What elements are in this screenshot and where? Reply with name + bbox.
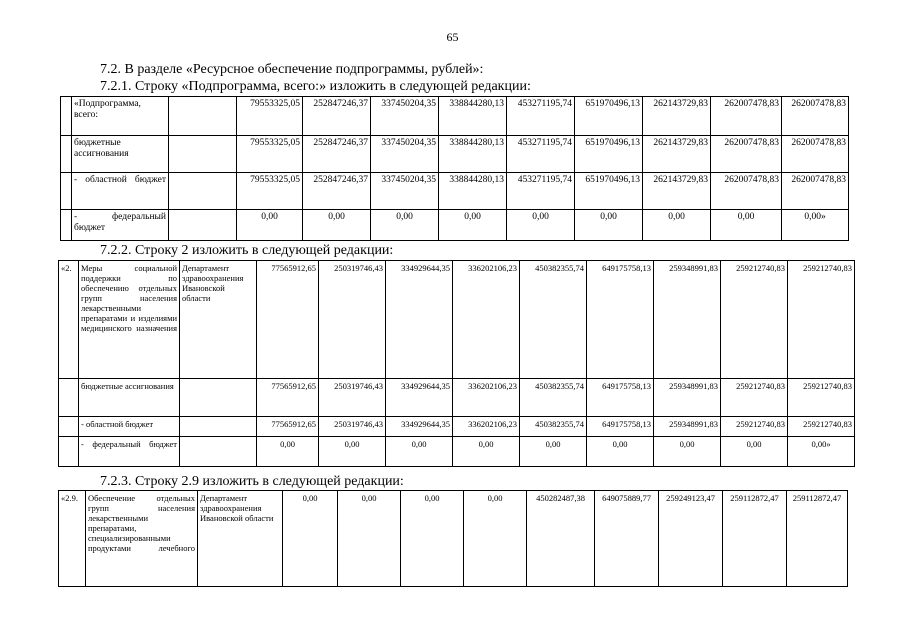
value-cell: 259212740,83	[721, 417, 788, 437]
heading-7-2-2: 7.2.2. Строку 2 изложить в следующей редакции:	[100, 243, 394, 258]
value-cell: 259249123,47	[659, 491, 723, 587]
value-cell: 0,00	[338, 491, 401, 587]
value-cell: 250319746,43	[319, 417, 386, 437]
row-2-table	[58, 260, 855, 467]
value-cell: 0,00	[283, 491, 338, 587]
measure-name: Обеспечение отдельных групп населения лекарственными препаратами, специализированными продуктами лечебного	[86, 491, 198, 587]
value-cell: 252847246,37	[303, 173, 371, 210]
value-cell: 262007478,83	[711, 136, 782, 173]
value-cell: 0,00	[711, 210, 782, 241]
heading-7-2-1: 7.2.1. Строку «Подпрограмма, всего:» изложить в следующей редакции:	[100, 79, 531, 94]
table-row	[59, 417, 855, 437]
value-cell: 649075889,77	[595, 491, 659, 587]
row-label: - областной бюджет	[79, 417, 180, 437]
value-cell: 259348991,83	[654, 379, 721, 417]
value-cell: 262143729,83	[643, 173, 711, 210]
row-number: «2.9.	[59, 491, 86, 587]
value-cell: 0,00	[439, 210, 507, 241]
value-cell: 262143729,83	[643, 136, 711, 173]
value-cell: 338844280,13	[439, 136, 507, 173]
value-cell: 259112872,47	[787, 491, 848, 587]
value-cell: 337450204,35	[371, 97, 439, 136]
table-row	[61, 97, 849, 136]
blank-cell	[59, 379, 79, 417]
value-cell: 262007478,83	[711, 97, 782, 136]
row-label: «Подпрограмма, всего:	[72, 97, 169, 136]
value-cell: 450382355,74	[520, 417, 587, 437]
blank-cell	[180, 417, 257, 437]
blank-cell	[61, 173, 72, 210]
value-cell: 0,00	[654, 437, 721, 467]
value-cell: 338844280,13	[439, 97, 507, 136]
value-cell: 337450204,35	[371, 173, 439, 210]
blank-cell	[169, 136, 237, 173]
table-row	[59, 437, 855, 467]
blank-cell	[59, 417, 79, 437]
table-row	[59, 261, 855, 379]
page-number: 65	[446, 30, 459, 44]
value-cell: 259212740,83	[721, 379, 788, 417]
value-cell: 259212740,83	[788, 261, 855, 379]
value-cell: 77565912,65	[257, 417, 319, 437]
value-cell: 259112872,47	[723, 491, 787, 587]
value-cell: 0,00	[507, 210, 575, 241]
value-cell: 262007478,83	[782, 136, 849, 173]
blank-cell	[61, 136, 72, 173]
table-row	[61, 173, 849, 210]
value-cell: 259212740,83	[721, 261, 788, 379]
value-cell: 0,00	[401, 491, 464, 587]
value-cell: 338844280,13	[439, 173, 507, 210]
table-row	[59, 379, 855, 417]
row-label: бюджетные ассигнования	[79, 379, 180, 417]
value-cell: 79553325,05	[237, 173, 303, 210]
blank-cell	[169, 173, 237, 210]
value-cell: 649175758,13	[587, 261, 654, 379]
blank-cell	[169, 97, 237, 136]
value-cell: 0,00	[520, 437, 587, 467]
value-cell: 450282487,38	[527, 491, 595, 587]
heading-7-2-3: 7.2.3. Строку 2.9 изложить в следующей редакции:	[100, 474, 404, 489]
value-cell: 0,00»	[782, 210, 849, 241]
value-cell: 0,00	[721, 437, 788, 467]
value-cell: 259348991,83	[654, 261, 721, 379]
value-cell: 651970496,13	[575, 97, 643, 136]
value-cell: 250319746,43	[319, 379, 386, 417]
value-cell: 453271195,74	[507, 136, 575, 173]
value-cell: 250319746,43	[319, 261, 386, 379]
row-label: - федеральный бюджет	[72, 210, 169, 241]
measure-name: Меры социальной поддержки по обеспечению отдельных групп населения лекарственными препаратами и изделиями медицинского назначения	[79, 261, 180, 379]
value-cell: 336202106,23	[453, 261, 520, 379]
blank-cell	[169, 210, 237, 241]
value-cell: 649175758,13	[587, 379, 654, 417]
value-cell: 0,00	[464, 491, 527, 587]
value-cell: 453271195,74	[507, 173, 575, 210]
blank-cell	[61, 97, 72, 136]
value-cell: 252847246,37	[303, 136, 371, 173]
value-cell: 0,00	[303, 210, 371, 241]
value-cell: 649175758,13	[587, 417, 654, 437]
value-cell: 252847246,37	[303, 97, 371, 136]
value-cell: 651970496,13	[575, 136, 643, 173]
value-cell: 259348991,83	[654, 417, 721, 437]
table-row	[61, 136, 849, 173]
blank-cell	[180, 379, 257, 417]
value-cell: 0,00	[453, 437, 520, 467]
value-cell: 0,00	[643, 210, 711, 241]
value-cell: 651970496,13	[575, 173, 643, 210]
row-label: - областной бюджет	[72, 173, 169, 210]
value-cell: 0,00	[257, 437, 319, 467]
value-cell: 259212740,83	[788, 379, 855, 417]
value-cell: 0,00	[237, 210, 303, 241]
value-cell: 0,00	[575, 210, 643, 241]
value-cell: 336202106,23	[453, 379, 520, 417]
heading-7-2: 7.2. В разделе «Ресурсное обеспечение подпрограммы, рублей»:	[100, 62, 484, 77]
row-2-9-table	[58, 490, 848, 587]
value-cell: 336202106,23	[453, 417, 520, 437]
value-cell: 453271195,74	[507, 97, 575, 136]
executor: Департамент здравоохранения Ивановской области	[180, 261, 257, 379]
value-cell: 77565912,65	[257, 379, 319, 417]
value-cell: 77565912,65	[257, 261, 319, 379]
value-cell: 262007478,83	[782, 97, 849, 136]
value-cell: 0,00	[386, 437, 453, 467]
value-cell: 450382355,74	[520, 261, 587, 379]
blank-cell	[59, 437, 79, 467]
executor: Департамент здравоохранения Ивановской области	[198, 491, 283, 587]
value-cell: 262143729,83	[643, 97, 711, 136]
value-cell: 0,00	[587, 437, 654, 467]
subprogram-total-table	[60, 96, 849, 241]
value-cell: 262007478,83	[782, 173, 849, 210]
row-number: «2.	[59, 261, 79, 379]
blank-cell	[61, 210, 72, 241]
value-cell: 334929644,35	[386, 261, 453, 379]
value-cell: 79553325,05	[237, 97, 303, 136]
value-cell: 259212740,83	[788, 417, 855, 437]
value-cell: 0,00	[319, 437, 386, 467]
blank-cell	[180, 437, 257, 467]
row-label: - федеральный бюджет	[79, 437, 180, 467]
value-cell: 334929644,35	[386, 417, 453, 437]
value-cell: 0,00	[371, 210, 439, 241]
value-cell: 0,00»	[788, 437, 855, 467]
value-cell: 79553325,05	[237, 136, 303, 173]
value-cell: 334929644,35	[386, 379, 453, 417]
row-label: бюджетные ассигнования	[72, 136, 169, 173]
value-cell: 337450204,35	[371, 136, 439, 173]
table-row	[59, 491, 848, 587]
value-cell: 450382355,74	[520, 379, 587, 417]
value-cell: 262007478,83	[711, 173, 782, 210]
table-row	[61, 210, 849, 241]
